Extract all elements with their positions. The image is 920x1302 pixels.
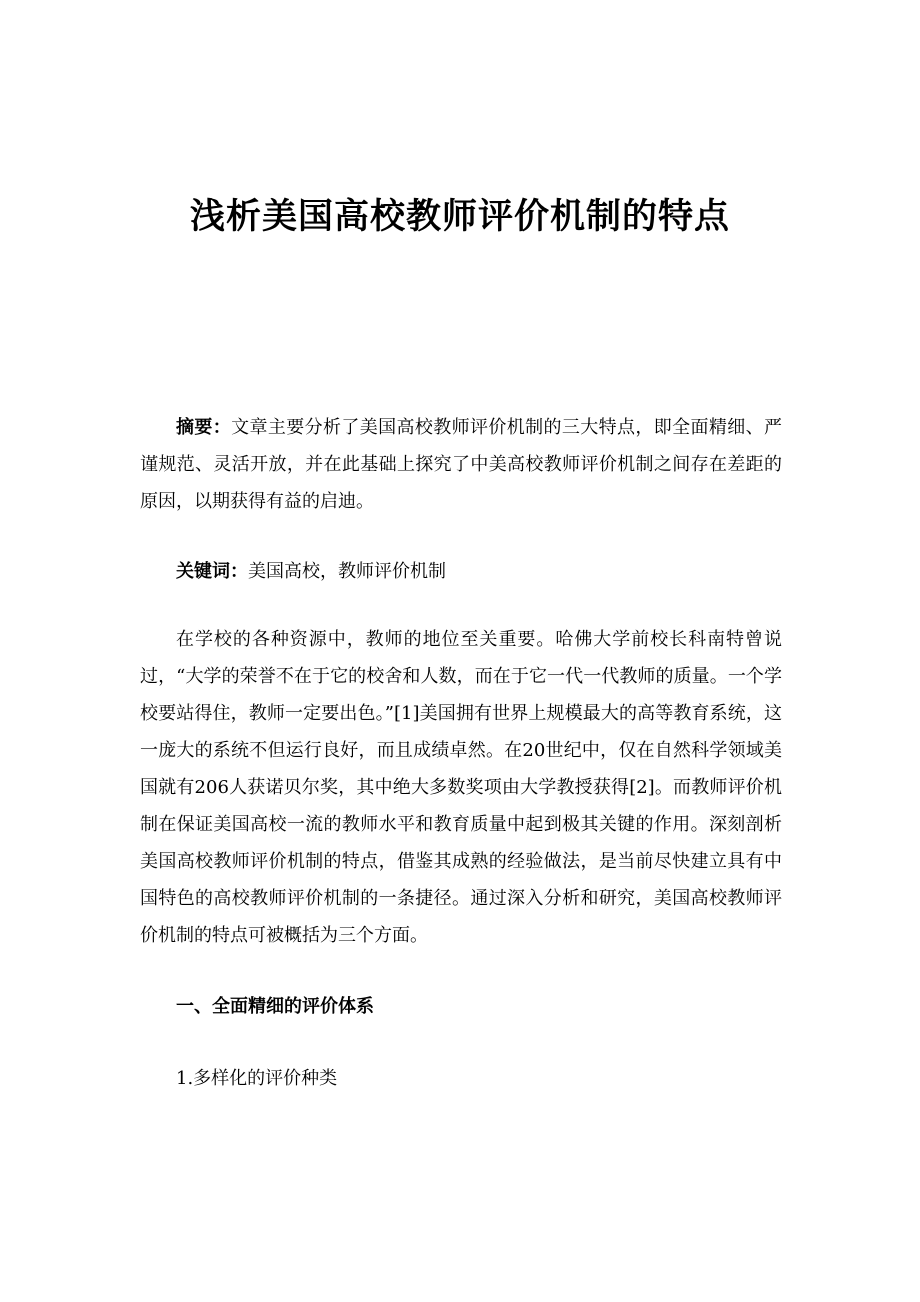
document-title: 浅析美国高校教师评价机制的特点 — [189, 197, 730, 237]
keywords-label: 关键词： — [176, 561, 248, 582]
body-paragraph: 在学校的各种资源中，教师的地位至关重要。哈佛大学前校长科南特曾说过，“大学的荣誉不在于它的校舍和人数，而在于它一代一代教师的质量。一个学校要站得住，教师一定要出色。”[1]美国拥有世界上规模最大的高等教育系统，这一庞大的系统不但运行良好，而且成绩卓然。在20世纪中，仅在自然科学领域美国就有206人获诺贝尔奖，其中绝大多数奖项由大学教授获得[2]。而教师评价机制在保证美国高校一流的教师水平和教育质量中起到极其关键的作用。深刻剖析美国高校教师评价机制的特点，借鉴其成熟的经验做法，是当前尽快建立具有中国特色的高校教师评价机制的一条捷径。通过深入分析和研究，美国高校教师评价机制的特点可被概括为三个方面。 — [140, 629, 782, 946]
subsection-heading: 1.多样化的评价种类 — [176, 1068, 338, 1089]
abstract-text: 文章主要分析了美国高校教师评价机制的三大特点，即全面精细、严谨规范、灵活开放，并在此基础上探究了中美高校教师评价机制之间存在差距的原因，以期获得有益的启迪。 — [140, 417, 782, 512]
keywords-paragraph — [140, 553, 782, 590]
keywords-text: 美国高校，教师评价机制 — [248, 561, 446, 582]
abstract-label: 摘要： — [176, 417, 232, 438]
abstract-paragraph — [140, 409, 782, 520]
section-heading: 一、全面精细的评价体系 — [176, 996, 374, 1017]
